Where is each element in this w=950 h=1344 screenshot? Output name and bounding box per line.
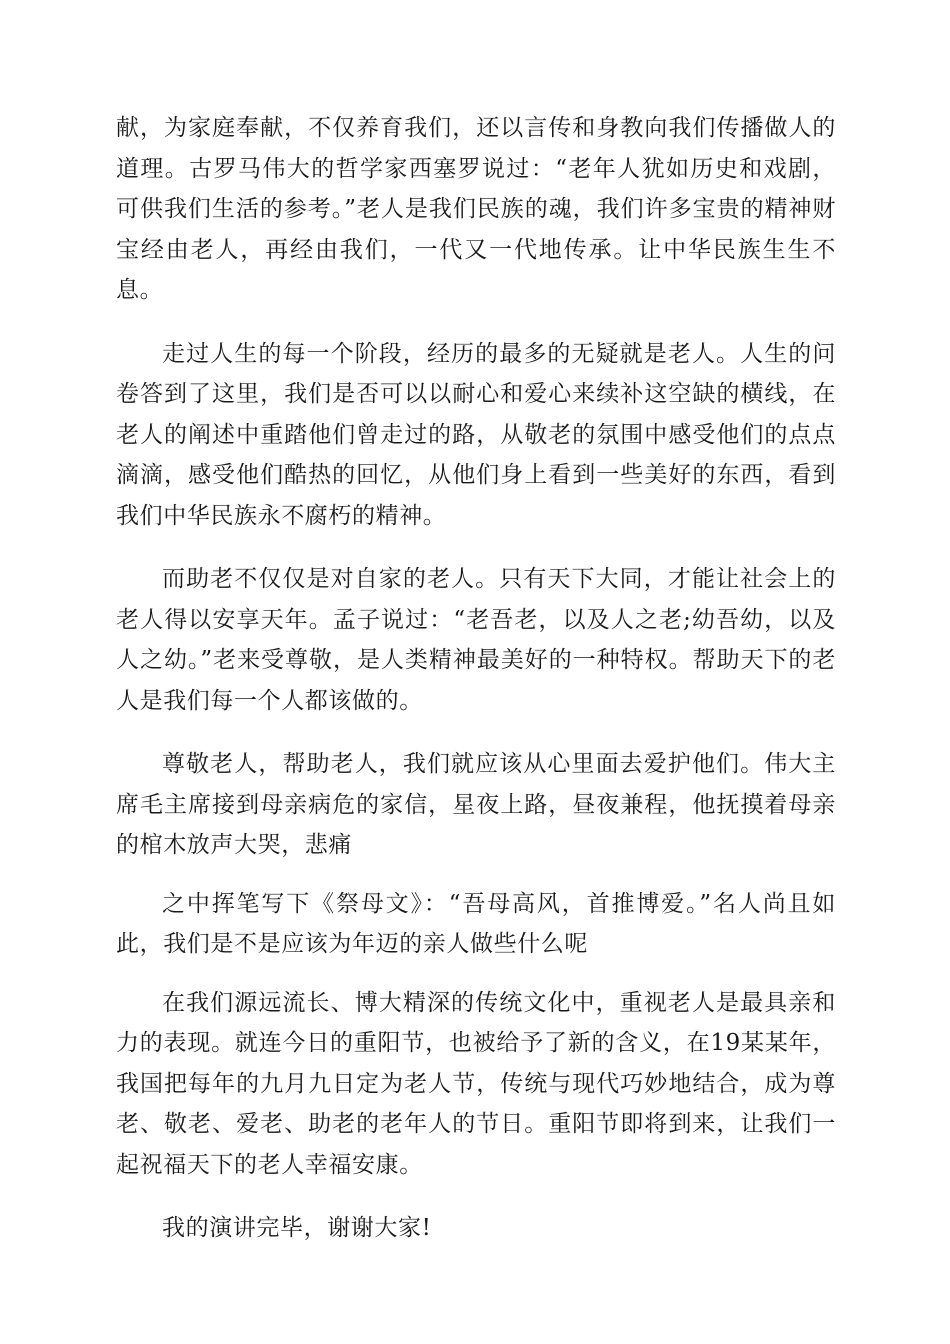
- paragraph-1: 献，为家庭奉献，不仅养育我们，还以言传和身教向我们传播做人的道理。古罗马伟大的哲学家西塞罗说过：“老年人犹如历史和戏剧，可供我们生活的参考。”老人是我们民族的魂，我们许多宝贵的精神财宝经由老人，再经由我们，一代又一代地传承。让中华民族生生不息。: [116, 115, 836, 303]
- paragraph-5: 之中挥笔写下《祭母文》：“吾母高风，首推博爱。”名人尚且如此，我们是不是应该为年迈的亲人做些什么呢: [116, 890, 836, 957]
- paragraph-2: 走过人生的每一个阶段，经历的最多的无疑就是老人。人生的问卷答到了这里，我们是否可以以耐心和爱心来续补这空缺的横线，在老人的阐述中重踏他们曾走过的路，从敬老的氛围中感受他们的点点滴滴，感受他们酷热的回忆，从他们身上看到一些美好的东西，看到我们中华民族永不腐朽的精神。: [116, 340, 836, 529]
- document-body: [116, 108, 836, 1249]
- paragraph-3: 而助老不仅仅是对自家的老人。只有天下大同，才能让社会上的老人得以安享天年。孟子说过：“老吾老，以及人之老;幼吾幼，以及人之幼。”老来受尊敬，是人类精神最美好的一种特权。帮助天下的老人是我们每一个人都该做的。: [116, 566, 836, 714]
- paragraph-4: 尊敬老人，帮助老人，我们就应该从心里面去爱护他们。伟大主席毛主席接到母亲病危的家信，星夜上路，昼夜兼程，他抚摸着母亲的棺木放声大哭，悲痛: [116, 751, 836, 858]
- paragraph-7: 我的演讲完毕，谢谢大家!: [162, 1215, 432, 1241]
- paragraph-6: 在我们源远流长、博大精深的传统文化中，重视老人是最具亲和力的表现。就连今日的重阳节，也被给予了新的含义，在19某某年，我国把每年的九月九日定为老人节，传统与现代巧妙地结合，成为尊老、敬老、爱老、助老的老年人的节日。重阳节即将到来，让我们一起祝福天下的老人幸福安康。: [116, 989, 836, 1178]
